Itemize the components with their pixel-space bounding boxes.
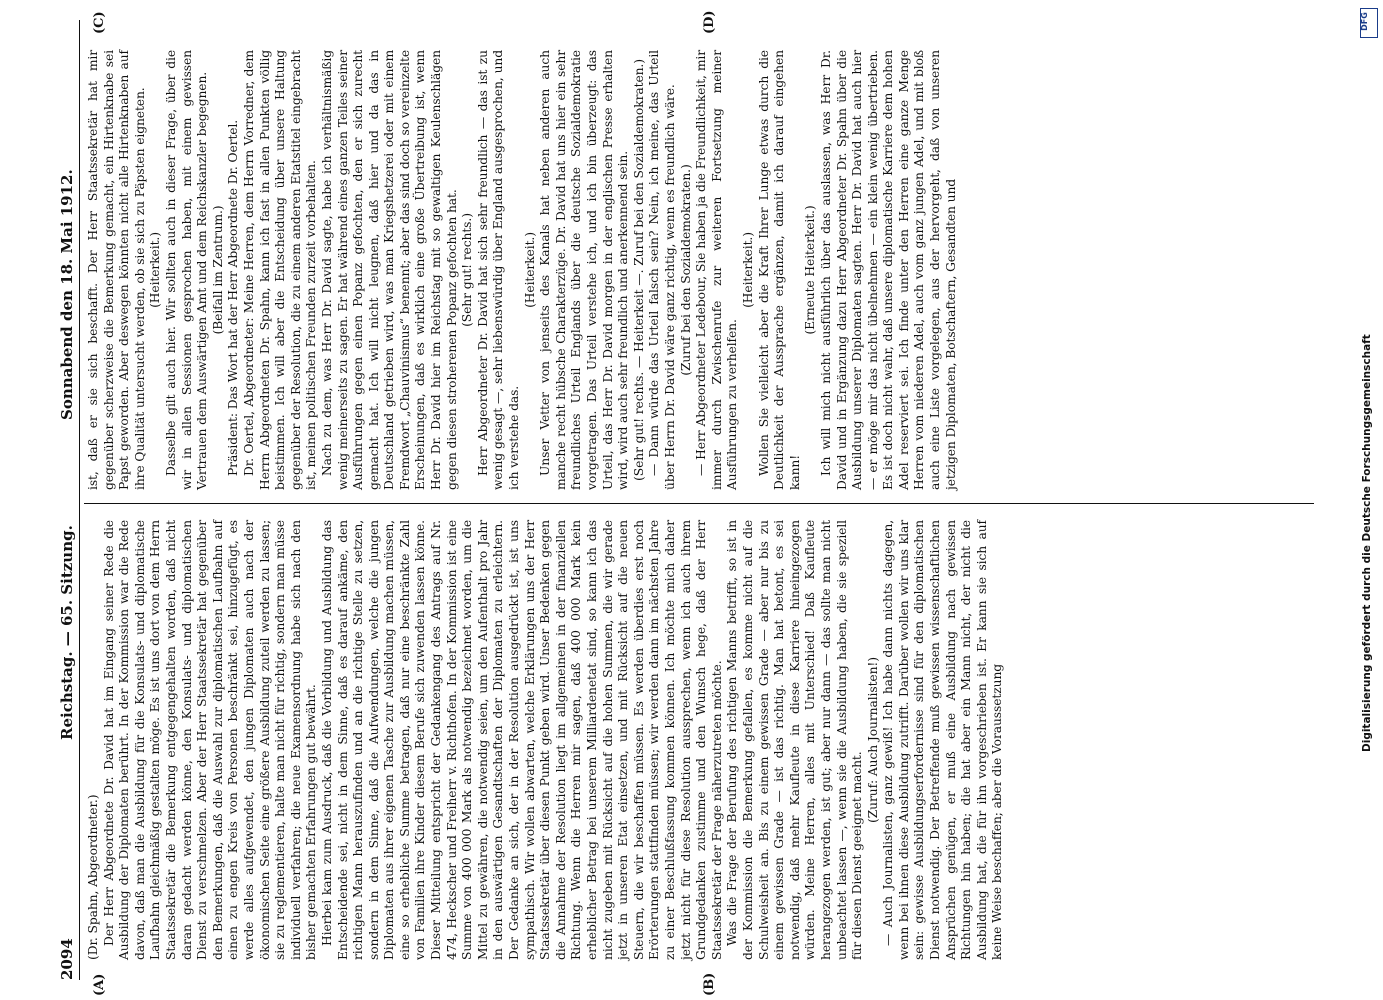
paragraph: Was die Frage der Berufung des richtigen Manns betrifft, so ist in der Kommission die Bemerkung gefallen, es komme nicht auf die Schulweisheit an. Bis zu einem gewissen Grade — aber nur bis zu einem gewissen Grade — ist das richtig. Man hat betont, es sei notwendig, daß mehr Kaufleute in diese Karriere hineingezogen würden. Meine Herren, alles mit Unterschied! Daß Kaufleute herangezogen werden, ist gut; aber nur dann — das sollte man nicht unbeachtet lassen —, wenn sie die Ausbildung haben, die sie speziell für diesen Dienst geeignet macht. bbox=[725, 520, 865, 960]
interjection: (Beifall im Zentrum.) bbox=[210, 205, 225, 335]
speaker-note: (Dr. Spahn, Abgeordneter.) bbox=[86, 794, 100, 960]
paragraph: — Herr Abgeordneter Ledebour, Sie haben ja die Freundlichkeit, mir immer durch Zwischenrufe zur weiteren Fortsetzung meiner Ausführungen zu verhelfen. bbox=[694, 50, 740, 490]
header-date: Sonnabend den 18. Mai 1912. bbox=[58, 169, 76, 420]
interjection: (Heiterkeit.) bbox=[148, 232, 163, 308]
interjection: (Heiterkeit.) bbox=[522, 232, 537, 308]
paragraph: — Auch Journalisten, ganz gewiß! Ich habe dann nichts dagegen, wenn bei ihnen diese Ausbildung zutrifft. Darüber wollen wir uns klar sein: gewisse Ausbildungserfordernisse sind für den diplomatischen Dienst notwendig. Der Betreffende muß gewissen wissenschaftlichen Ansprüchen genügen, er muß eine Ausbildung nach gewissen Richtungen hin haben; die hat aber ein Mann nicht, der nicht die Ausbildung hat, die für ihn vorgeschrieben ist. Er kann sie sich auf keine Weise beschaffen; aber die Voraussetzung bbox=[881, 520, 1005, 960]
page-number: 2094 bbox=[58, 938, 76, 980]
interjection: (Zuruf: Auch Journalisten!) bbox=[865, 657, 880, 823]
paragraph: — Dann würde das Urteil falsch sein? Nein, ich meine, das Urteil über Herrn Dr. David wäre ganz richtig, wenn es freundlich wäre. bbox=[647, 50, 677, 490]
digitization-note bbox=[1361, 12, 1375, 992]
right-column bbox=[86, 50, 959, 490]
margin-mark-c: (C) bbox=[92, 11, 107, 34]
page-header bbox=[58, 20, 78, 980]
paragraph: Nach zu dem, was Herr Dr. David sagte, habe ich verhältnismäßig wenig meinerseits zu sagen. Er hat während eines ganzen Teiles seiner Ausführungen gegen einen Popanz gefochten, den er sich zurecht gemacht hat. Ich will nicht leugnen, daß hier und da das in Deutschland getrieben wird, was man Kriegshetzerei oder mit einem Fremdwort „Chauvinismus“ benennt; aber das sind doch so vereinzelte Erscheinungen, daß es wirklich eine große Übertreibung ist, wenn Herr Dr. David hier im Reichstag mit so gewaltigen Keulenschlägen gegen diesen stroherenen Popanz gefochten hat. bbox=[319, 50, 459, 490]
margin-mark-d: (D) bbox=[702, 10, 717, 34]
header-title: Reichstag. — 65. Sitzung. bbox=[58, 525, 76, 740]
header-rule bbox=[79, 20, 80, 980]
paragraph: Wollen Sie vielleicht aber die Kraft Ihrer Lunge etwas durch die Deutlichkeit der Aussprache ergänzen, damit ich darauf eingehen kann! bbox=[756, 50, 802, 490]
interjection: (Erneute Heiterkeit.) bbox=[803, 205, 818, 335]
paragraph: Herr Abgeordneter Dr. David hat sich sehr freundlich — das ist zu wenig gesagt —, sehr liebenswürdig über England ausgesprochen, und ich verstehe das. bbox=[475, 50, 522, 490]
interjection: (Heiterkeit.) bbox=[740, 232, 755, 308]
interjection: (Zuruf bei den Sozialdemokraten.) bbox=[678, 164, 693, 376]
paragraph: Hierbei kam zum Ausdruck, daß die Vorbildung und Ausbildung das Entscheidende sei, nicht in dem Sinne, daß es darauf ankäme, den richtigen Mann herauszufinden und an die richtige Stelle zu setzen, sondern in dem Sinne, daß die Aufwendungen, welche die jungen Diplomaten aus ihrer eigenen Tasche zur Ausbildung machen müssen, eine so erhebliche Summe betragen, daß nur eine beschränkte Zahl von Familien ihre Kinder diesem Berufe sich zuwenden lassen könne. Dieser Mitteilung entspricht der Gedankengang des Antrags auf Nr. 474, Heckscher und Freiherr v. Richthofen. In der Kommission ist eine Summe von 400 000 Mark als notwendig bezeichnet worden, um die Mittel zu gewähren, die notwendig seien, um den Aufenthalt pro Jahr in den auswärtigen Gesandtschaften der Diplomaten zu erleichtern. Der Gedanke an sich, der in der Resolution ausgedrückt ist, ist uns sympathisch. Wir wollen abwarten, welche Erklärungen uns der Herr Staatssekretär über diesen Punkt geben wird. Unser Bedenken gegen die Annahme der Resolution liegt im allgemeinen in der finanziellen Richtung. Wenn die Herren mir sagen, daß 400 000 Mark kein erheblicher Betrag bei unserem Milliardenetat sind, so kann ich das nicht zugeben mit Rücksicht auf die hohen Summen, die wir gerade jetzt in unseren Etat einsetzen, und mit Rücksicht auf die neuen Steuern, die wir beschaffen müssen. Es werden überdies erst noch Erörterungen stattfinden müssen; wir werden dann im nächsten Jahre zu einer Beschlußfassung kommen können. Ich möchte mich daher jetzt nicht für diese Resolution aussprechen, wenn ich auch ihrem Grundgedanken zustimme und den Wunsch hege, daß der Herr Staatssekretär der Frage näherzutreten möchte. bbox=[319, 520, 724, 960]
paragraph: Dasselbe gilt auch hier. Wir sollten auch in dieser Frage, über die wir in allen Sessionen gesprochen haben, mit einem gewissen Vertrauen dem Auswärtigen Amt und dem Reichskanzler begegnen. bbox=[163, 50, 210, 490]
left-column bbox=[86, 520, 1006, 960]
digitization-note-text: Digitalisierung gefördert durch die Deutsche Forschungsgemeinschaft bbox=[1361, 334, 1373, 752]
column-divider bbox=[84, 503, 1314, 504]
president-line: Präsident: Das Wort hat der Herr Abgeordnete Dr. Oertel. bbox=[226, 119, 241, 476]
interjection: (Sehr gut! rechts.) bbox=[460, 213, 475, 327]
margin-mark-a: (A) bbox=[92, 973, 107, 996]
paragraph: Ich will mich nicht ausführlich über das auslassen, was Herr Dr. David und in Ergänzung dazu Herr Abgeordneter Dr. Spahn über die Ausbildung unserer Diplomaten sagten. Herr Dr. David hat auch hier — er möge mir das nicht übelnehmen — ein klein wenig übertrieben. Es ist doch nicht wahr, daß unsere diplomatische Karriere dem hohen Adel reserviert sei. Ich finde unter den Herren eine ganze Menge Herren vom niederen Adel, auch vom ganz jungen Adel, und mit bloß auch eine Liste vorgelegen, aus der hervorgeht, daß von unseren jetzigen Diplomaten, Botschaftern, Gesandten und bbox=[818, 50, 958, 490]
paragraph: ist, daß er sie sich beschafft. Der Herr Staatssekretär hat mir gegenüber scherzweise die Bemerkung gemacht, ein Hirtenknabe sei Papst geworden. Aber deswegen könnten nicht alle Hirtenknaben auf ihre Qualität untersucht werden, ob sie sich zu Päpsten eigneten. bbox=[86, 50, 147, 490]
paragraph: Dr. Oertel, Abgeordneter: Meine Herren, dem Herrn Vorredner, dem Herrn Abgeordneten Dr. Spahn, kann ich fast in allen Punkten völlig beistimmen. Ich will aber die Entscheidung über unsere Haltung gegenüber der Resolution, die zu einem anderen Etatstitel eingebracht ist, meinen politischen Freunden zurzeit vorbehalten. bbox=[241, 50, 319, 490]
paragraph: Unser Vetter von jenseits des Kanals hat neben anderen auch manche recht hübsche Charakterzüge. Dr. David hat uns hier ein sehr freundliches Urteil Englands über die deutsche Sozialdemokratie vorgetragen. Das Urteil verstehe ich, und ich bin überzeugt: das Urteil, das Herr Dr. David morgen in der englischen Presse erhalten wird, wird auch sehr freundlich und anerkennend sein. bbox=[538, 50, 631, 490]
margin-mark-b: (B) bbox=[702, 972, 717, 996]
dfg-logo bbox=[1360, 8, 1378, 38]
dfg-logo-text: DFG bbox=[1359, 12, 1369, 31]
interjection: (Sehr gut! rechts. — Heiterkeit —. Zuruf bei den Sozialdemokraten.) bbox=[631, 59, 646, 481]
paragraph: Der Herr Abgeordnete Dr. David hat im Eingang seiner Rede die Ausbildung der Diplomaten berührt. In der Kommission war die Rede davon, daß man die Ausbildung für die Konsulats- und diplomatische Laufbahn gleichmäßig gestalten möge. Es ist uns dort von dem Herrn Staatssekretär die Bemerkung entgegengehalten worden, daß nicht daran gedacht werden könne, den Konsulats- und diplomatischen Dienst zu verschmelzen. Aber der Herr Staatssekretär hat gegenüber den Bemerkungen, daß die Auswahl zur diplomatischen Laufbahn auf einen zu engen Kreis von Personen beschränkt sei, hinzugefügt, es werde alles aufgewendet, den jungen Diplomaten auch nach der ökonomischen Seite eine größere Ausbildung zuteil werden zu lassen; sie zu reglementieren, halte man nicht für richtig, sondern man müsse individuell verfahren; die neue Examensordnung habe sich nach den bisher gemachten Erfahrungen gut bewährt. bbox=[101, 520, 319, 960]
